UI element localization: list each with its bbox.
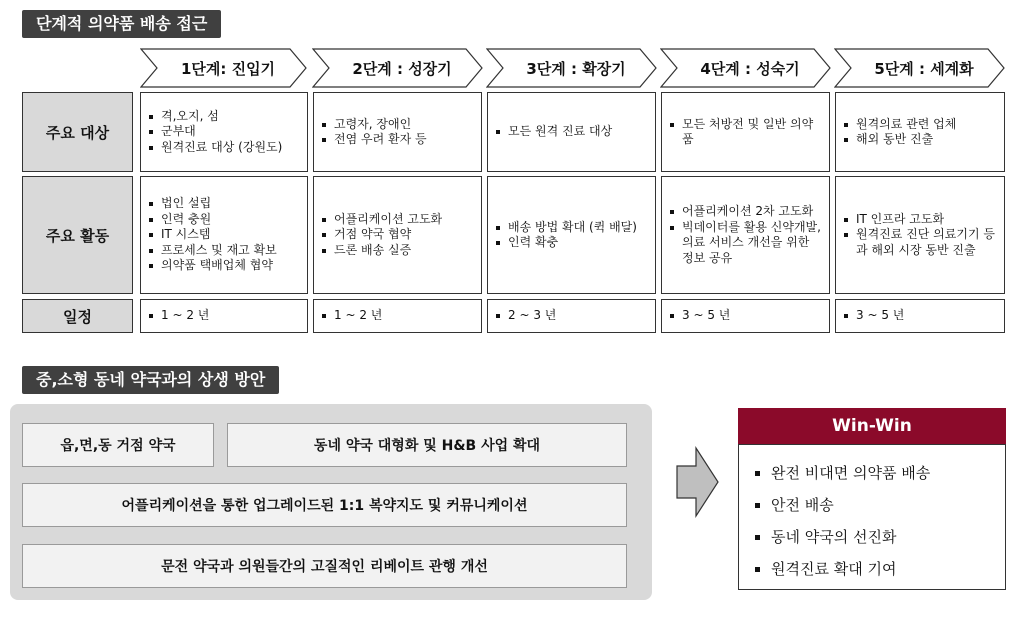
stage-header-5 (834, 48, 1006, 88)
stage-label: 5단계 : 세계화 (874, 59, 974, 78)
row-label-schedule: 일정 (22, 299, 133, 333)
winwin-list (738, 444, 1006, 590)
right-arrow-icon (676, 446, 720, 518)
list-item: 완전 비대면 의약품 배송 (753, 457, 991, 489)
cell-activity-stage5 (835, 176, 1005, 294)
stage-label: 2단계 : 성장기 (352, 59, 452, 78)
cell-schedule-stage5 (835, 299, 1005, 333)
list-item: 어플리케이션 고도화 (320, 212, 475, 228)
list-item: 3 ~ 5 년 (842, 308, 998, 324)
list-item: 의약품 택배업체 협약 (147, 258, 301, 274)
list-item: 1 ~ 2 년 (147, 308, 301, 324)
cell-activity-stage2 (313, 176, 482, 294)
list-item: 드론 배송 실증 (320, 243, 475, 259)
list-item: 3 ~ 5 년 (668, 308, 823, 324)
list-item: IT 인프라 고도화 (842, 212, 998, 228)
list-item: 모든 원격 진료 대상 (494, 124, 649, 140)
cell-activity-stage3 (487, 176, 656, 294)
cell-activity-stage4 (661, 176, 830, 294)
list-item: 원격의료 관련 업체 (842, 117, 998, 133)
stage-header-1 (140, 48, 308, 88)
list-item: 고령자, 장애인 (320, 117, 475, 133)
stage-label: 4단계 : 성숙기 (700, 59, 800, 78)
cell-schedule-stage2 (313, 299, 482, 333)
list-item: 원격진료 진단 의료기기 등과 해외 시장 동반 진출 (842, 227, 998, 258)
box-rebate-improvement: 문전 약국과 의원들간의 고질적인 리베이트 관행 개선 (22, 544, 627, 588)
stage-label: 1단계: 진입기 (180, 59, 276, 78)
list-item: 빅데이터를 활용 신약개발,의료 서비스 개선을 위한 정보 공유 (668, 220, 823, 267)
box-hub-pharmacy: 읍,면,동 거점 약국 (22, 423, 214, 467)
list-item: 원격진료 대상 (강원도) (147, 140, 301, 156)
list-item: 격,오지, 섬 (147, 109, 301, 125)
cell-target-stage1 (140, 92, 308, 172)
section-title-coexistence: 중,소형 동네 약국과의 상생 방안 (22, 366, 279, 394)
list-item: 동네 약국의 선진화 (753, 521, 991, 553)
stage-label: 3단계 : 확장기 (526, 59, 626, 78)
list-item: IT 시스템 (147, 227, 301, 243)
cell-target-stage3 (487, 92, 656, 172)
list-item: 군부대 (147, 124, 301, 140)
cell-schedule-stage4 (661, 299, 830, 333)
list-item: 2 ~ 3 년 (494, 308, 649, 324)
list-item: 안전 배송 (753, 489, 991, 521)
cell-target-stage2 (313, 92, 482, 172)
list-item: 프로세스 및 재고 확보 (147, 243, 301, 259)
cell-target-stage5 (835, 92, 1005, 172)
list-item: 해외 동반 진출 (842, 132, 998, 148)
box-app-counseling: 어플리케이션을 통한 업그레이드된 1:1 복약지도 및 커뮤니케이션 (22, 483, 627, 527)
list-item: 인력 충원 (147, 212, 301, 228)
list-item: 배송 방법 확대 (퀵 배달) (494, 220, 649, 236)
list-item: 원격진료 확대 기여 (753, 553, 991, 585)
list-item: 법인 설립 (147, 196, 301, 212)
cell-activity-stage1 (140, 176, 308, 294)
list-item: 어플리케이션 2차 고도화 (668, 204, 823, 220)
list-item: 모든 처방전 및 일반 의약품 (668, 117, 823, 148)
list-item: 인력 확충 (494, 235, 649, 251)
cell-target-stage4 (661, 92, 830, 172)
section-title-delivery: 단계적 의약품 배송 접근 (22, 10, 221, 38)
cell-schedule-stage3 (487, 299, 656, 333)
list-item: 1 ~ 2 년 (320, 308, 475, 324)
box-pharmacy-expansion: 동네 약국 대형화 및 H&B 사업 확대 (227, 423, 627, 467)
row-label-target: 주요 대상 (22, 92, 133, 172)
row-label-activity: 주요 활동 (22, 176, 133, 294)
stage-header-2 (312, 48, 484, 88)
list-item: 거점 약국 협약 (320, 227, 475, 243)
list-item: 전염 우려 환자 등 (320, 132, 475, 148)
winwin-title: Win-Win (738, 408, 1006, 444)
stage-header-3 (486, 48, 658, 88)
cell-schedule-stage1 (140, 299, 308, 333)
stage-header-4 (660, 48, 832, 88)
